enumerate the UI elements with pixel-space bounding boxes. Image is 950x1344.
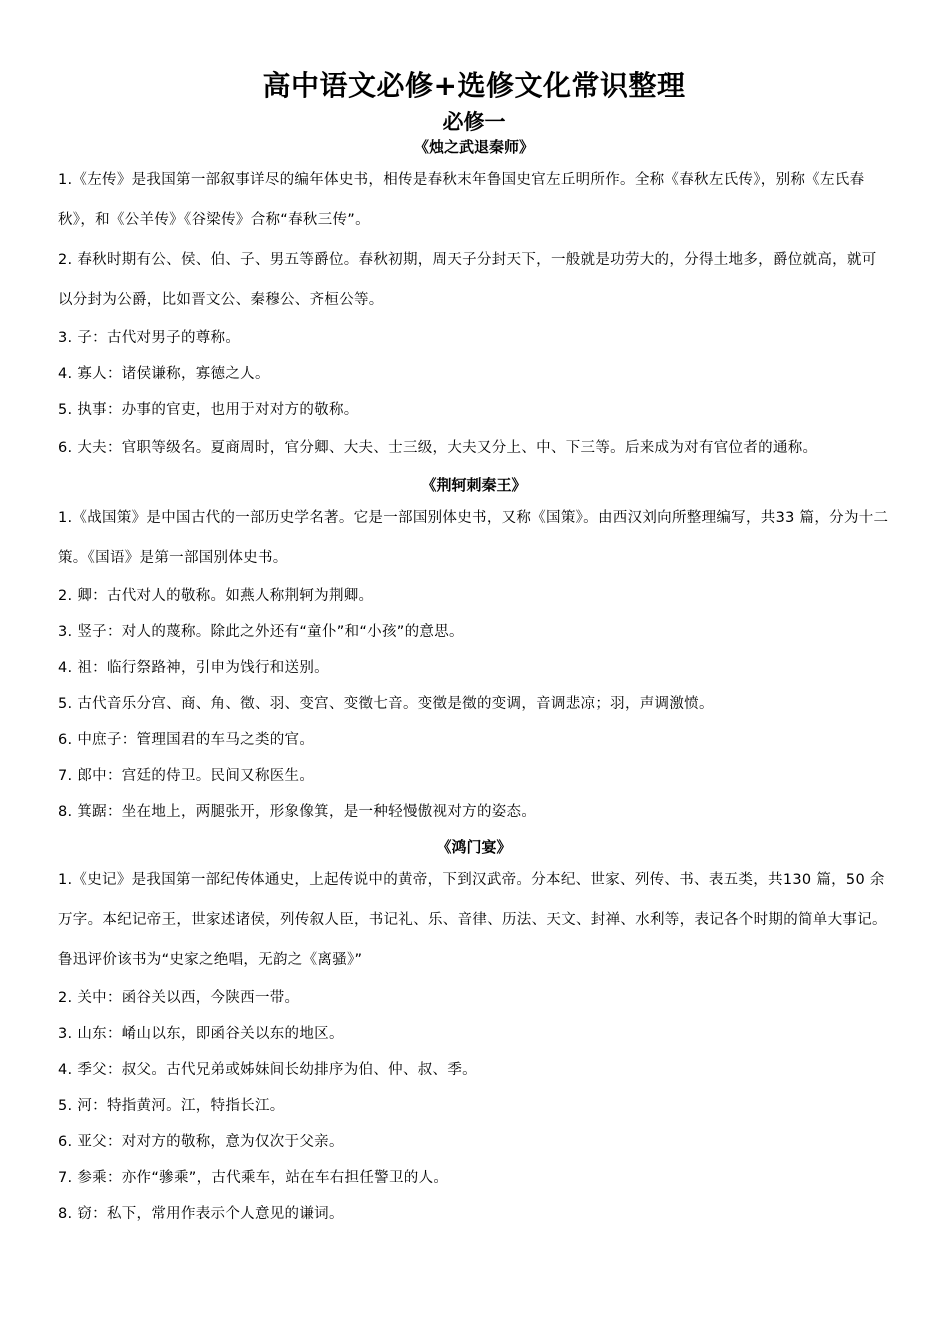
list-item: 2. 卿：古代对人的敬称。如燕人称荆轲为荆卿。: [58, 588, 374, 604]
list-item: 6. 中庶子：管理国君的车马之类的官。: [58, 732, 315, 748]
list-item: 8. 窃：私下，常用作表示个人意见的谦词。: [58, 1206, 344, 1222]
list-item: 8. 箕踞：坐在地上，两腿张开，形象像箕，是一种轻慢傲视对方的姿态。: [58, 804, 537, 820]
list-item: 7. 郎中：宫廷的侍卫。民间又称医生。: [58, 768, 315, 784]
list-item: 6. 亚父：对对方的敬称，意为仅次于父亲。: [58, 1134, 344, 1150]
list-item: 2. 关中：函谷关以西，今陕西一带。: [58, 990, 300, 1006]
section-zhuzhiwu: [58, 136, 890, 468]
list-item: 1.《战国策》是中国古代的一部历史学名著。它是一部国别体史书，又称《国策》。由西汉刘向所整理编写，共33 篇，分为十二策。《国语》是第一部国别体史书。: [58, 510, 889, 566]
list-item: 1.《左传》是我国第一部叙事详尽的编年体史书，相传是春秋末年鲁国史官左丘明所作。全称《春秋左氏传》，别称《左氏春秋》，和《公羊传》《谷梁传》合称“春秋三传”。: [58, 172, 865, 228]
list-item: 2. 春秋时期有公、侯、伯、子、男五等爵位。春秋初期，周天子分封天下，一般就是功劳大的，分得土地多，爵位就高，就可以分封为公爵，比如晋文公、秦穆公、齐桓公等。: [58, 252, 877, 308]
section-jingke: [58, 474, 890, 830]
section-hongmenyan: [58, 836, 890, 1232]
list-item: 3. 子：古代对男子的尊称。: [58, 330, 241, 346]
list-item: 3. 山东：崤山以东，即函谷关以东的地区。: [58, 1026, 344, 1042]
volume-title: 必修一: [442, 110, 506, 134]
list-item: 5. 河：特指黄河。江，特指长江。: [58, 1098, 285, 1114]
list-item: 5. 古代音乐分宫、商、角、徵、羽、变宫、变徵七音。变徵是徵的变调，音调悲凉；羽，声调激愤。: [58, 696, 714, 712]
document-title: 高中语文必修+选修文化常识整理: [262, 69, 686, 102]
list-item: 4. 祖：临行祭路神，引申为饯行和送别。: [58, 660, 329, 676]
section-heading: 《荆轲刺秦王》: [421, 476, 527, 494]
section-heading: 《鸿门宴》: [436, 838, 512, 856]
list-item: 3. 竖子：对人的蔑称。除此之外还有“童仆”和“小孩”的意思。: [58, 624, 464, 640]
list-item: 4. 寡人：诸侯谦称，寡德之人。: [58, 366, 270, 382]
section-heading: 《烛之武退秦师》: [413, 138, 534, 156]
list-item: 5. 执事：办事的官吏，也用于对对方的敬称。: [58, 402, 359, 418]
list-item: 4. 季父：叔父。古代兄弟或姊妹间长幼排序为伯、仲、叔、季。: [58, 1062, 477, 1078]
list-item: 6. 大夫：官职等级名。夏商周时，官分卿、大夫、士三级，大夫又分上、中、下三等。后来成为对有官位者的通称。: [58, 440, 818, 456]
list-item: 1.《史记》是我国第一部纪传体通史，上起传说中的黄帝，下到汉武帝。分本纪、世家、列传、书、表五类，共130 篇，50 余万字。本纪记帝王，世家述诸侯，列传叙人臣，书记礼、乐、音律、历法、天文、封禅、水利等，表记各个时期的简单大事记。鲁迅评价该书为“史家之绝唱，无韵之《离骚》”: [58, 872, 887, 968]
list-item: 7. 参乘：亦作“骖乘”，古代乘车，站在车右担任警卫的人。: [58, 1170, 449, 1186]
